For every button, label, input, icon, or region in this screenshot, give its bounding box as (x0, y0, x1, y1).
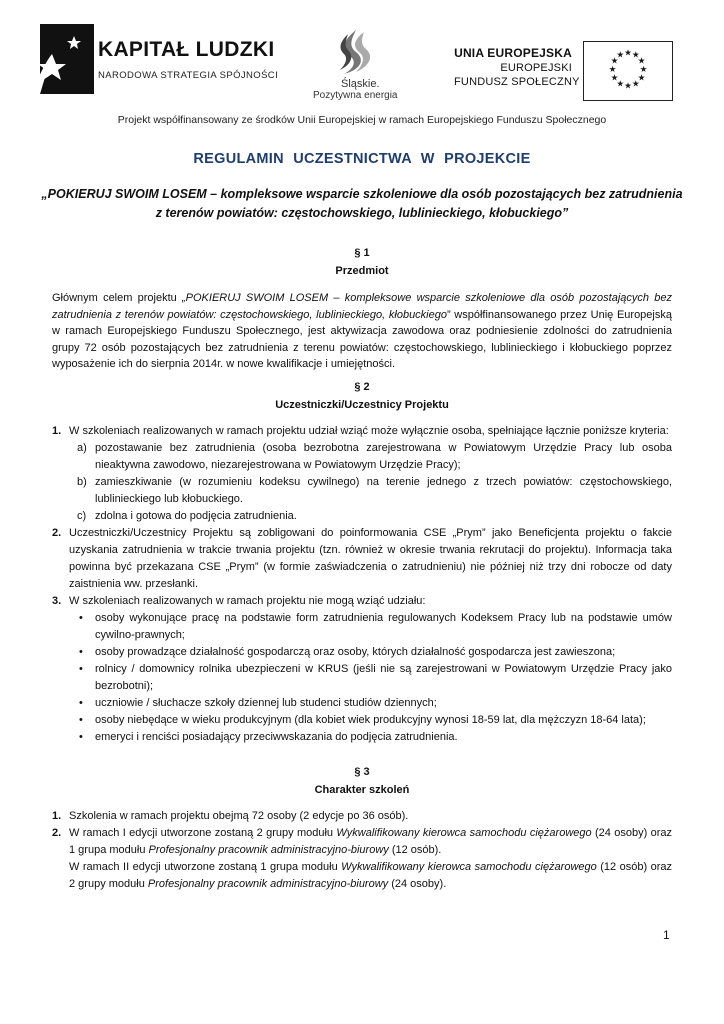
bullet-text: rolnicy / domownicy rolnika ubezpieczeni w KRUS (jeśli nie są zarejestrowani w Powiatowym Urzędzie Pracy jako bezrobotni); (95, 663, 672, 692)
item-number: 2. (52, 527, 62, 539)
ue-text-block (454, 46, 580, 89)
subtitle-line-2: z terenów powiatów: częstochowskiego, lublinieckiego, kłobuckiego” (155, 206, 569, 220)
section-2-list (52, 423, 672, 746)
item-text: Szkolenia w ramach projektu obejmą 72 osoby (2 edycje po 36 osób). (69, 810, 409, 822)
bullet-item (52, 610, 672, 644)
slaskie-logo-icon (330, 26, 382, 76)
sub-item-letter: c) (77, 510, 87, 522)
ue-line-1: UNIA EUROPEJSKA (454, 46, 572, 60)
bullet-icon: • (79, 612, 83, 624)
section-2-number: § 2 (354, 381, 370, 393)
subtitle-line-1: „POKIERUJ SWOIM LOSEM – kompleksowe wsparcie szkoleniowe dla osób pozostających bez zatrudnienia (41, 187, 683, 201)
svg-text:★: ★ (631, 50, 640, 61)
sub-item (52, 440, 672, 474)
s1-text-start: Głównym celem projektu (52, 292, 182, 304)
sub-item-letter: b) (77, 476, 87, 488)
bullet-text: uczniowie / słuchacze szkoły dziennej lub studenci studiów dziennych; (95, 697, 437, 709)
page-number: 1 (663, 928, 670, 942)
section-3-number: § 3 (354, 766, 370, 778)
eu-flag-icon (583, 41, 673, 101)
item-text-3: (12 osób). (388, 844, 442, 856)
slaskie-name: Śląskie. (341, 78, 380, 90)
kapital-ludzki-title: KAPITAŁ LUDZKI (98, 38, 275, 61)
svg-text:★: ★ (624, 48, 632, 59)
slaskie-tagline: Pozytywna energia (313, 90, 398, 101)
svg-text:★: ★ (610, 56, 619, 67)
item-text-2: (24 osoby) oraz 1 grupa modułu (69, 827, 672, 856)
item-text: W szkoleniach realizowanych w ramach projektu nie mogą wziąć udziału: (69, 595, 426, 607)
item-number: 1. (52, 810, 62, 822)
bullet-item (52, 712, 672, 729)
cofinance-note: Projekt współfinansowany ze środków Unii Europejskiej w ramach Europejskiego Funduszu Społecznego (117, 114, 607, 126)
bullet-icon: • (79, 731, 83, 743)
section-1-text (52, 290, 672, 373)
module-name-office: Profesjonalny pracownik administracyjno-biurowy (148, 844, 389, 856)
svg-text:★: ★ (616, 79, 625, 90)
s1-text-italic: „POKIERUJ SWOIM LOSEM – kompleksowe wsparcie szkoleniowe dla osób pozostających bez zatrudnienia z terenów powiatów: częstochowskiego, lublinieckiego, kłobuckiego (52, 292, 672, 321)
bullet-icon: • (79, 714, 83, 726)
s1-text-end: ” współfinansowanego przez Unię Europejską w ramach Europejskiego Funduszu Społecznego, jest aktywizacja zawodowa oraz podniesienie zdolności do zatrudnienia grupy 72 osób pozostających bez zatrudnienia z terenu powiatów: częstochowskiego, lublinieckiego i kłobuckiego poprzez wyposażenie ich do sierpnia 2014r. w nowe kwalifikacje i umiejętności. (52, 308, 672, 370)
bullet-text: osoby prowadzące działalność gospodarczą oraz osoby, których działalność gospodarcza jest zawieszona; (95, 646, 616, 658)
item-text: W szkoleniach realizowanych w ramach projektu udział wziąć może wyłącznie osoba, spełniające łącznie poniższe kryteria: (69, 425, 669, 437)
sub-item (52, 474, 672, 508)
bullet-text: emeryci i renciści posiadający przeciwwskazania do podjęcia zatrudnienia. (95, 731, 458, 743)
bullet-item (52, 729, 672, 746)
bullet-icon: • (79, 646, 83, 658)
list-item (52, 525, 672, 593)
section-1-heading: Przedmiot (335, 265, 389, 277)
svg-text:★: ★ (637, 73, 646, 84)
svg-text:★: ★ (639, 64, 648, 75)
svg-text:★: ★ (637, 56, 646, 67)
bullet-item (52, 644, 672, 661)
sub-item-text: zdolna i gotowa do podjęcia zatrudnienia. (95, 510, 297, 522)
sub-item (52, 508, 672, 525)
svg-text:★: ★ (610, 73, 619, 84)
item-text-6: (24 osoby). (388, 878, 447, 890)
document-title: REGULAMIN UCZESTNICTWA W PROJEKCIE (193, 151, 531, 167)
item-text-1: W ramach I edycji utworzone zostaną 2 grupy modułu (69, 827, 337, 839)
ue-line-3: FUNDUSZ SPOŁECZNY (454, 76, 580, 88)
sub-item-text: zamieszkiwanie (w rozumieniu kodeksu cywilnego) na terenie jednego z trzech powiatów: częstochowskiego, lublinieckiego lub kłobuckiego. (95, 476, 672, 505)
list-item (52, 593, 672, 610)
bullet-item (52, 661, 672, 695)
item-text-4: W ramach II edycji utworzone zostaną 1 grupa modułu (69, 861, 342, 873)
document-subtitle (40, 185, 684, 223)
ue-line-2: EUROPEJSKI (500, 62, 572, 74)
section-2-heading: Uczestniczki/Uczestnicy Projektu (275, 399, 449, 411)
list-item (52, 423, 672, 440)
module-name-driver: Wykwalifikowany kierowca samochodu ciężarowego (336, 827, 592, 839)
item-text: Uczestniczki/Uczestnicy Projektu są zobligowani do poinformowania CSE „Prym” jako Beneficjenta projektu o fakcie uzyskania zatrudnienia w trakcie trwania projektu (tzn. również w okresie trwania rekrutacji do projektu). Informacja taka powinna być przekazana CSE „Prym” (w formie zaświadczenia o zatrudnieniu) nie później niż trzy dni robocze od daty zaistnienia ww. przesłanki. (69, 527, 672, 590)
kapital-ludzki-subtitle: NARODOWA STRATEGIA SPÓJNOŚCI (98, 70, 279, 81)
svg-text:★: ★ (631, 79, 640, 90)
item-text-5: (12 osób) oraz 2 grupy modułu (69, 861, 673, 890)
section-3-list (52, 808, 672, 893)
bullet-icon: • (79, 697, 83, 709)
svg-text:★: ★ (624, 81, 632, 92)
bullet-item (52, 695, 672, 712)
sub-item-letter: a) (77, 442, 87, 454)
bullet-icon: • (79, 663, 83, 675)
sub-item-text: pozostawanie bez zatrudnienia (osoba bezrobotna zarejestrowana w Powiatowym Urzędzie Pracy lub osoba nieaktywna zawodowo, niezarejestrowana w Powiatowym Urzędzie Pracy); (95, 442, 672, 471)
module-name-driver: Wykwalifikowany kierowca samochodu ciężarowego (341, 861, 597, 873)
item-number: 1. (52, 425, 62, 437)
list-item (52, 825, 672, 893)
svg-text:★: ★ (616, 50, 625, 61)
svg-text:★: ★ (608, 64, 617, 75)
item-number: 2. (52, 827, 62, 839)
module-name-office: Profesjonalny pracownik administracyjno-biurowy (147, 878, 389, 890)
section-1-number: § 1 (354, 247, 370, 259)
section-3-heading: Charakter szkoleń (314, 784, 410, 796)
list-item (52, 808, 672, 825)
kapital-ludzki-emblem-icon (30, 24, 94, 94)
bullet-text: osoby wykonujące pracę na podstawie form zatrudnienia regulowanych Kodeksem Pracy lub na podstawie umów cywilno-prawnych; (95, 612, 672, 641)
bullet-text: osoby niebędące w wieku produkcyjnym (dla kobiet wiek produkcyjny wynosi 18-59 lat, dla mężczyzn 18-64 lata); (95, 714, 646, 726)
item-number: 3. (52, 595, 62, 607)
